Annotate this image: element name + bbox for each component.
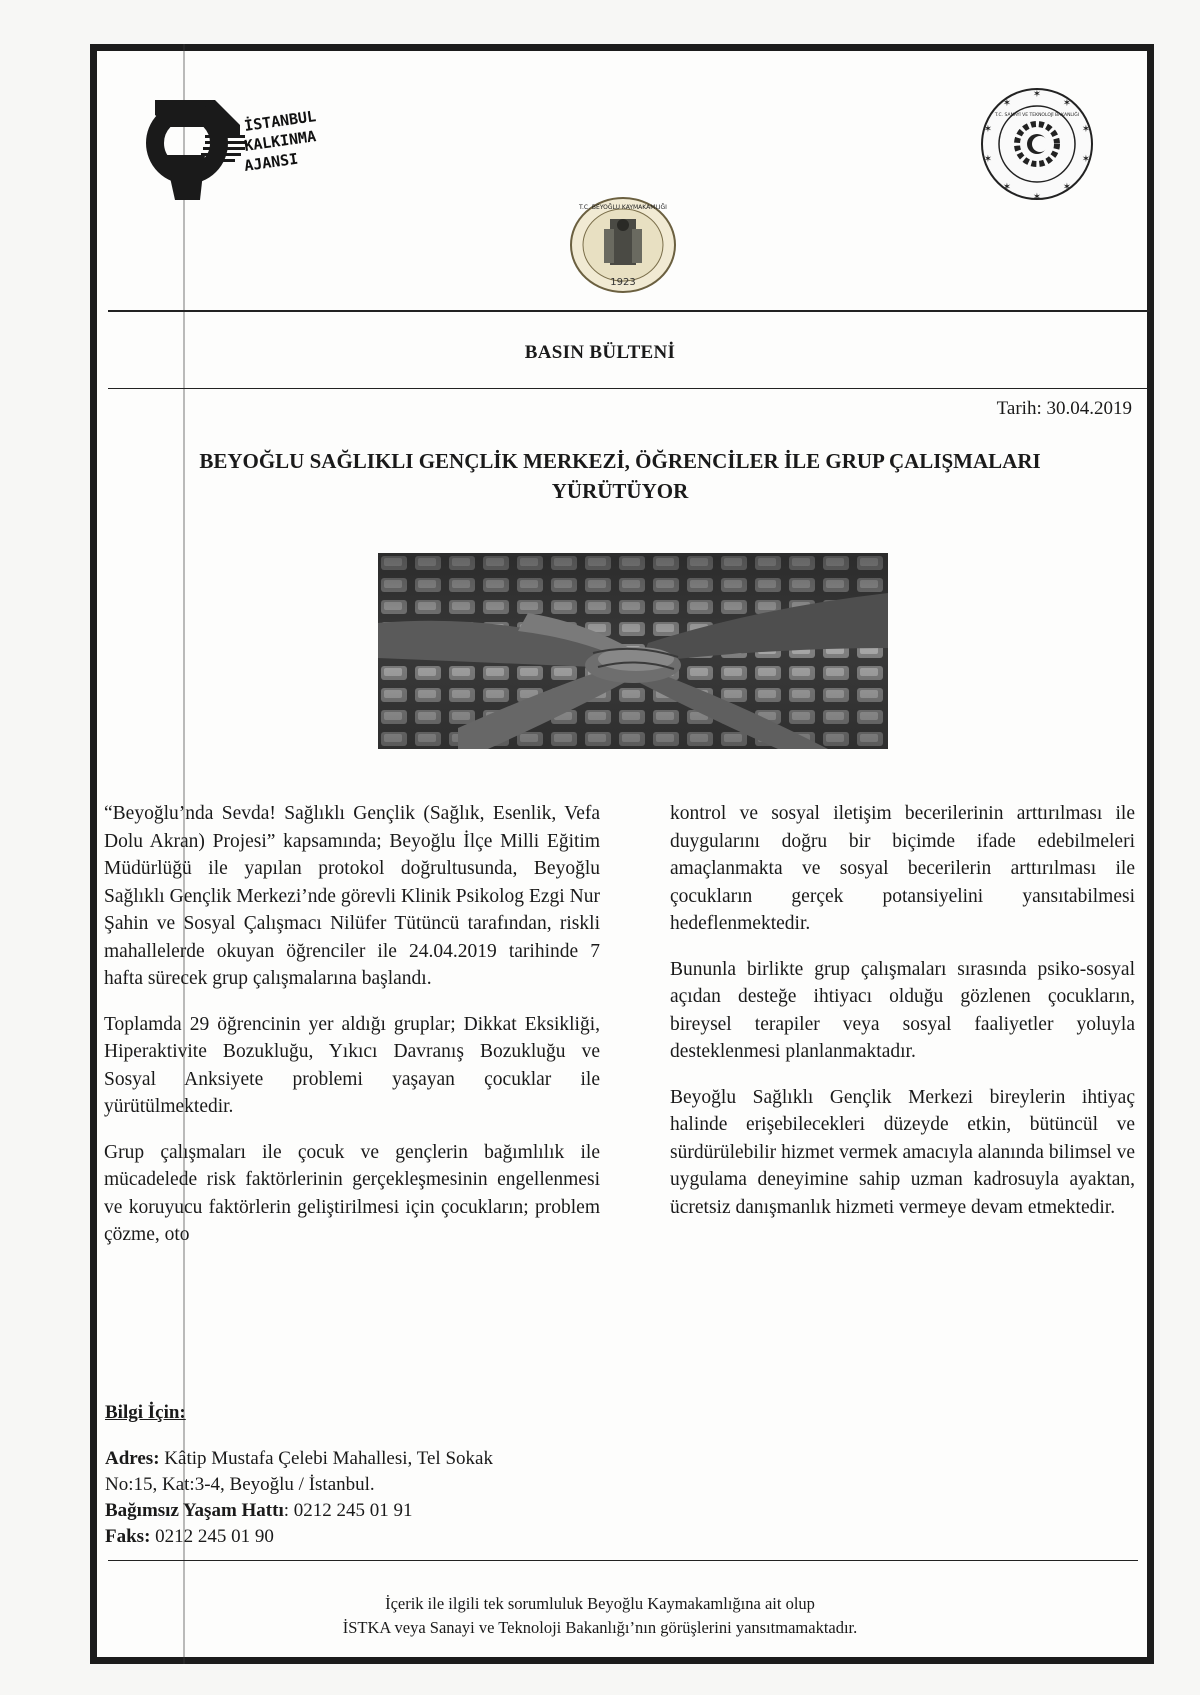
body-column-left <box>104 800 600 1267</box>
phone-line <box>105 1498 493 1524</box>
address-label: Adres: <box>105 1448 160 1469</box>
header-divider-top <box>108 310 1150 312</box>
ministry-seal <box>975 84 1100 204</box>
svg-text:✶: ✶ <box>1081 154 1091 165</box>
address-value: Kâtip Mustafa Çelebi Mahallesi, Tel Sokak <box>164 1448 493 1469</box>
footer-divider <box>108 1560 1138 1561</box>
istka-logo-line2: KALKINMA <box>243 127 318 155</box>
fax-value: 0212 245 01 90 <box>155 1526 274 1547</box>
disclaimer-line-2: İSTKA veya Sanayi ve Teknoloji Bakanlığı’nın görüşlerini yansıtmamaktadır. <box>342 1618 858 1637</box>
istka-logo-line3: AJANSI <box>243 149 300 175</box>
ministry-seal-text: T.C. SANAYİ VE TEKNOLOJİ BAKANLIĞI <box>994 113 1080 118</box>
fax-label: Faks: <box>105 1526 151 1547</box>
body-paragraph: Toplamda 29 öğrencinin yer aldığı gruplar; Dikkat Eksikliği, Hiperaktivite Bozukluğu, Yıkıcı Davranış Bozukluğu ve Sosyal Anksiyete problemi yaşayan çocuklar ile yürütülmektedir. <box>104 1013 600 1117</box>
svg-text:✶: ✶ <box>1032 192 1042 203</box>
beyoglu-seal-ring-text: T.C. BEYOĞLU KAYMAKAMLIĞI <box>579 204 667 211</box>
istka-logo <box>145 95 320 205</box>
release-date: Tarih: 30.04.2019 <box>996 398 1132 419</box>
svg-text:✶: ✶ <box>1062 98 1072 109</box>
stacked-hands-photo <box>378 553 888 749</box>
disclaimer-line-1: İçerik ile ilgili tek sorumluluk Beyoğlu Kaymakamlığına ait olup <box>385 1594 815 1613</box>
svg-text:✶: ✶ <box>1002 182 1012 193</box>
headline <box>120 446 1120 506</box>
body-paragraph: Beyoğlu Sağlıklı Gençlik Merkezi bireylerin ihtiyaç halinde erişebilecekleri düzeyde etkin, bütüncül ve sürdürülebilir hizmet vermek amacıyla alanında bilimsel ve uygulama deneyimine sahip uzman kadrosuyla ayaktan, ücretsiz danışmanlık hizmeti vermeye devam etmektedir. <box>670 1086 1135 1218</box>
body-paragraph: kontrol ve sosyal iletişim becerilerinin arttırılması ile duygularını doğru bir biçimde ifade edebilmeleri amaçlanmakta ve sosyal becerilerin arttırılması ile çocukların gerçek potansiyelini yansıtabilmesi hedeflenmektedir. <box>670 803 1135 934</box>
phone-label: Bağımsız Yaşam Hattı <box>105 1500 284 1521</box>
address-line-2: No:15, Kat:3-4, Beyoğlu / İstanbul. <box>105 1474 375 1495</box>
fax-line <box>105 1524 493 1550</box>
phone-value: : 0212 245 01 91 <box>283 1500 413 1521</box>
header-divider-bottom <box>108 388 1150 389</box>
svg-text:✶: ✶ <box>1032 89 1042 100</box>
beyoglu-seal-year: 1923 <box>610 277 636 288</box>
body-paragraph: Grup çalışmaları ile çocuk ve gençlerin bağımlılık ile mücadelede risk faktörlerinin gerçekleşmesinin engellenmesi ve koruyucu faktörlerin geliştirilmesi için çocukların; problem çözme, oto <box>104 1141 600 1245</box>
svg-text:✶: ✶ <box>1002 98 1012 109</box>
istka-logo-line1: İSTANBUL <box>243 107 318 135</box>
headline-line-1: BEYOĞLU SAĞLIKLI GENÇLİK MERKEZİ, ÖĞRENCİLER İLE GRUP ÇALIŞMALARI <box>199 449 1041 473</box>
svg-text:✶: ✶ <box>1062 182 1072 193</box>
beyoglu-kaymakamligi-seal <box>568 195 678 295</box>
contact-heading: Bilgi İçin: <box>105 1402 186 1423</box>
press-release-title: BASIN BÜLTENİ <box>524 342 676 363</box>
body-paragraph: Bununla birlikte grup çalışmaları sırasında psiko-sosyal açıdan desteğe ihtiyacı olduğu gözlenen çocukların, bireysel terapiler veya sosyal faaliyetler yoluyla desteklenmesi planlanmaktadır. <box>670 958 1135 1062</box>
address-line-1 <box>105 1446 493 1472</box>
svg-text:✶: ✶ <box>983 154 993 165</box>
headline-line-2: YÜRÜTÜYOR <box>551 479 689 503</box>
svg-text:✶: ✶ <box>983 124 993 135</box>
disclaimer-footer <box>0 1592 1200 1640</box>
body-column-right <box>670 800 1135 1239</box>
body-paragraph: “Beyoğlu’nda Sevda! Sağlıklı Gençlik (Sağlık, Esenlik, Vefa Dolu Akran) Projesi” kapsamında; Beyoğlu İlçe Milli Eğitim Müdürlüğü ile yapılan protokol doğrultusunda, Beyoğlu Sağlıklı Gençlik Merkezi’nde görevli Klinik Psikolog Ezgi Nur Şahin ve Sosyal Çalışmacı Nilüfer Tütüncü tarafından, riskli mahallelerde okuyan öğrenciler ile 24.04.2019 tarihinde 7 hafta sürecek grup çalışmalarına başlandı. <box>104 803 600 989</box>
svg-text:✶: ✶ <box>1081 124 1091 135</box>
contact-info <box>105 1400 493 1550</box>
